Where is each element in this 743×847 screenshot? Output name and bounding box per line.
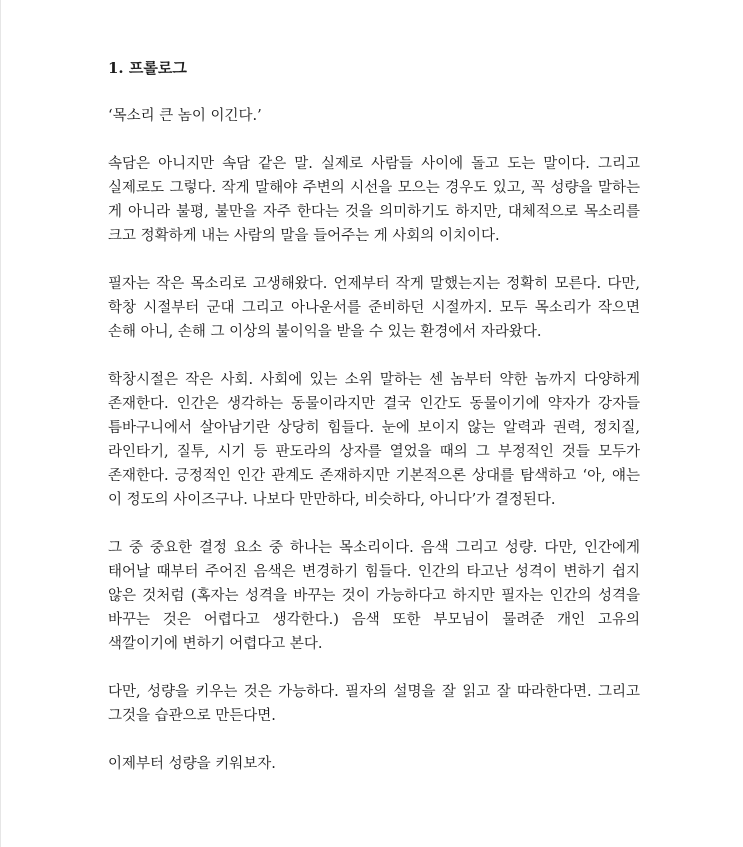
paragraph-4: 그 중 중요한 결정 요소 중 하나는 목소리이다. 음색 그리고 성량. 다만, 인간에게 태어날 때부터 주어진 음색은 변경하기 힘들다. 인간의 타고난 성격이 변하기 쉽지 않은 것처럼 (혹자는 성격을 바꾸는 것이 가능하다고 하지만 필자는 인간의 성격을 바꾸는 것은 어렵다고 생각한다.) 음색 또한 부모님이 물려준 개인 고유의 색깔이기에 변하기 어렵다고 본다. <box>108 540 640 652</box>
paragraph-6: 이제부터 성량을 키워보자. <box>108 756 276 772</box>
chapter-heading: 1. 프롤로그 <box>108 59 187 77</box>
document-body <box>108 56 640 776</box>
paragraph-3: 학창시절은 작은 사회. 사회에 있는 소위 말하는 센 놈부터 약한 놈까지 다양하게 존재한다. 인간은 생각하는 동물이라지만 결국 인간도 동물이기에 약자가 강자들 틈바구니에서 살아남기란 상당히 힘들다. 눈에 보이지 않는 알력과 권력, 정치질, 라인타기, 질투, 시기 등 판도라의 상자를 열었을 때의 그 부정적인 것들 모두가 존재한다. 긍정적인 인간 관계도 존재하지만 기본적으론 상대를 탐색하고 ‘아, 얘는 이 정도의 사이즈구나. 나보다 만만하다, 비슷하다, 아니다’가 결정된다. <box>108 372 640 508</box>
paragraph-2: 필자는 작은 목소리로 고생해왔다. 언제부터 작게 말했는지는 정확히 모른다. 다만, 학창 시절부터 군대 그리고 아나운서를 준비하던 시절까지. 모두 목소리가 작으면 손해 아니, 손해 그 이상의 불이익을 받을 수 있는 환경에서 자라왔다. <box>108 276 640 340</box>
opening-quote: ‘목소리 큰 놈이 이긴다.’ <box>108 108 262 124</box>
paragraph-5: 다만, 성량을 키우는 것은 가능하다. 필자의 설명을 잘 읽고 잘 따라한다면. 그리고 그것을 습관으로 만든다면. <box>108 684 640 724</box>
paragraph-1: 속담은 아니지만 속담 같은 말. 실제로 사람들 사이에 돌고 도는 말이다. 그리고 실제로도 그렇다. 작게 말해야 주변의 시선을 모으는 경우도 있고, 꼭 성량을 말하는 게 아니라 불평, 불만을 자주 한다는 것을 의미하기도 하지만, 대체적으로 목소리를 크고 정확하게 내는 사람의 말을 들어주는 게 사회의 이치이다. <box>108 156 640 244</box>
